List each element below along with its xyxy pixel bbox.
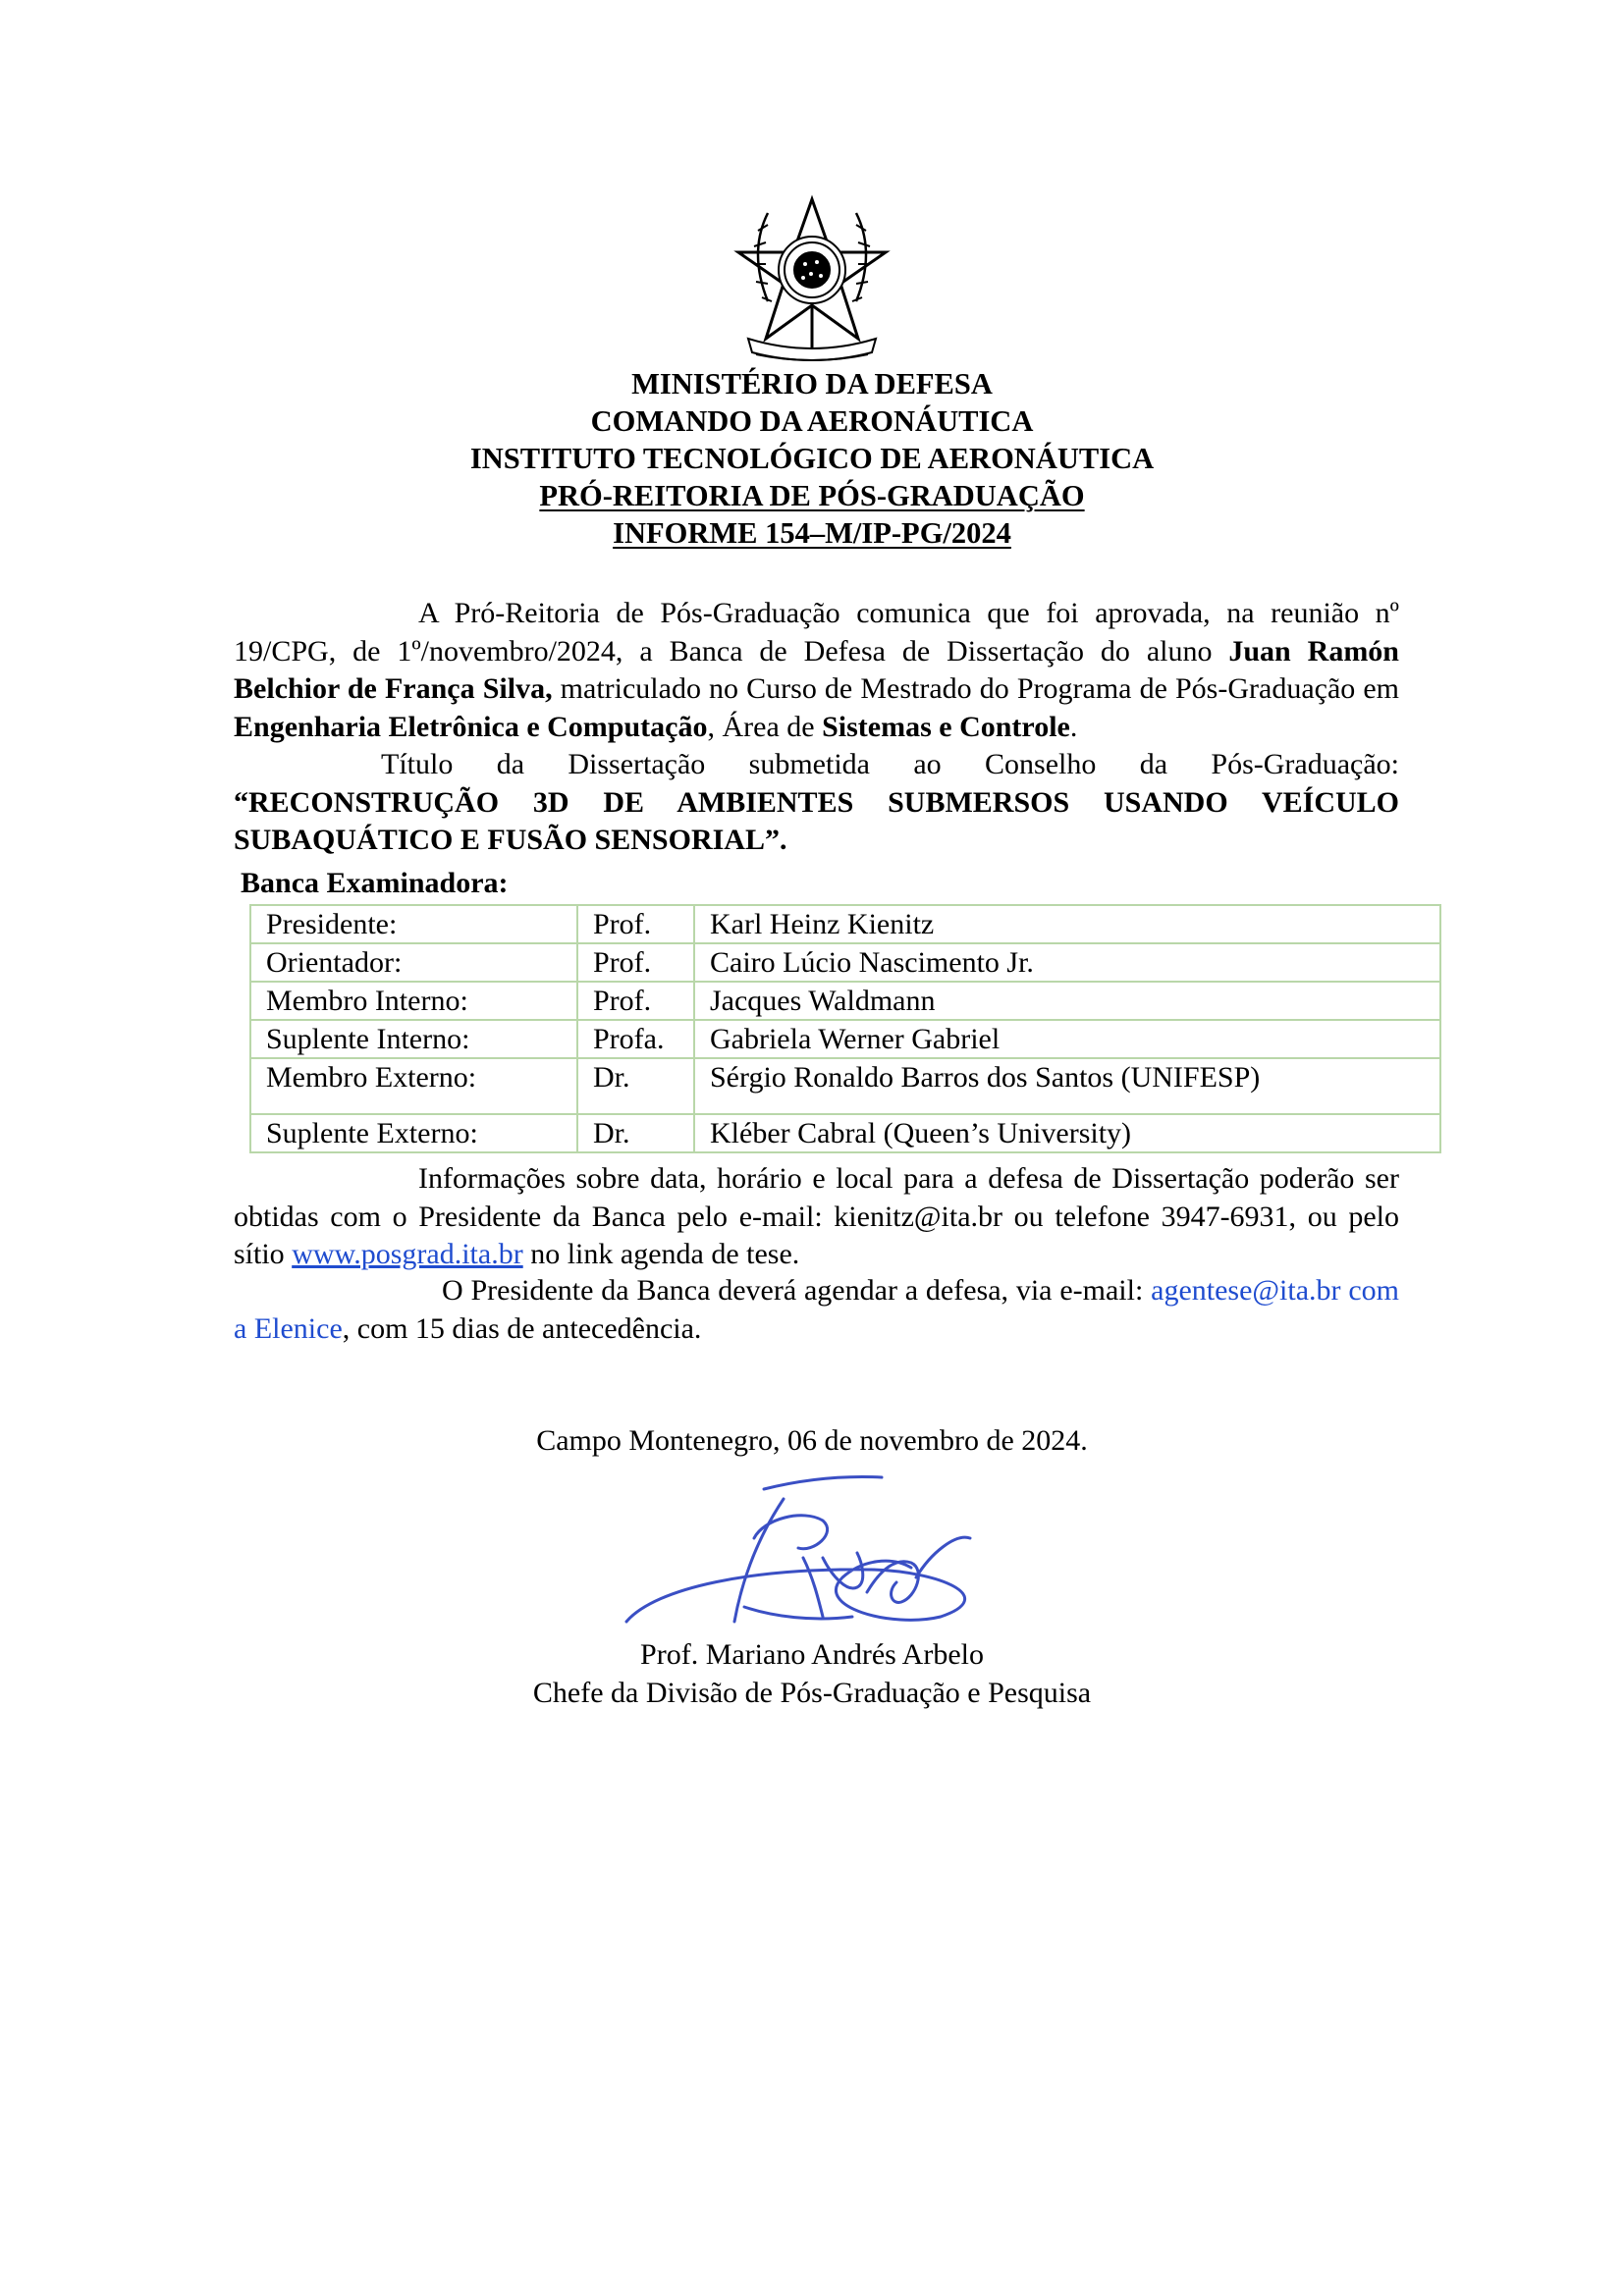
banca-row xyxy=(250,943,1440,982)
banca-row xyxy=(250,1020,1440,1058)
banca-member-name: Jacques Waldmann xyxy=(694,982,1440,1020)
ministry-line: MINISTÉRIO DA DEFESA xyxy=(631,367,993,400)
banca-title: Prof. xyxy=(577,982,694,1020)
signer-role: Chefe da Divisão de Pós-Graduação e Pesquisa xyxy=(532,1677,1092,1709)
posgrad-link[interactable]: www.posgrad.ita.br xyxy=(292,1238,523,1270)
banca-title: Dr. xyxy=(577,1058,694,1114)
dissertation-title-line1: “RECONSTRUÇÃO 3D DE AMBIENTES SUBMERSOS USANDO VEÍCULO xyxy=(234,785,1399,819)
dissertation-title-line2: SUBAQUÁTICO E FUSÃO SENSORIAL”. xyxy=(234,824,787,856)
institute-line: INSTITUTO TECNOLÓGICO DE AERONÁUTICA xyxy=(469,442,1155,475)
banca-title: Dr. xyxy=(577,1114,694,1152)
agentese-email[interactable]: agentese@ita.br com a Elenice xyxy=(234,1274,1399,1345)
banca-row xyxy=(250,1114,1440,1152)
banca-row xyxy=(250,905,1440,943)
banca-role: Membro Interno: xyxy=(250,982,577,1020)
banca-member-name: Gabriela Werner Gabriel xyxy=(694,1020,1440,1058)
banca-title: Profa. xyxy=(577,1020,694,1058)
banca-role: Presidente: xyxy=(250,905,577,943)
banca-title: Prof. xyxy=(577,943,694,982)
banca-member-name: Kléber Cabral (Queen’s University) xyxy=(694,1114,1440,1152)
banca-role: Suplente Externo: xyxy=(250,1114,577,1152)
place-date: Campo Montenegro, 06 de novembro de 2024. xyxy=(536,1424,1088,1457)
pro-rectory-line: PRÓ-REITORIA DE PÓS-GRADUAÇÃO xyxy=(539,479,1085,512)
banca-member-name: Karl Heinz Kienitz xyxy=(694,905,1440,943)
banca-role: Orientador: xyxy=(250,943,577,982)
signer-block xyxy=(0,1635,1624,1712)
banca-role: Membro Externo: xyxy=(250,1058,577,1114)
info-paragraph: Informações sobre data, horário e local para a defesa de Dissertação poderão ser obtidas com o Presidente da Banca pelo e-mail: kienitz@ita.br ou telefone 3947-6931, ou pelo sítio www.posgrad.ita.br no link agenda de tese. xyxy=(234,1162,1399,1270)
banca-role: Suplente Interno: xyxy=(250,1020,577,1058)
banca-title: Prof. xyxy=(577,905,694,943)
banca-member-name: Cairo Lúcio Nascimento Jr. xyxy=(694,943,1440,982)
area-name: Sistemas e Controle xyxy=(822,710,1070,743)
coat-of-arms-icon xyxy=(729,191,895,373)
title-intro: Título da Dissertação submetida ao Conselho da Pós-Graduação: xyxy=(381,748,1399,780)
command-line: COMANDO DA AERONÁUTICA xyxy=(590,404,1034,438)
student-name: Juan Ramón Belchior de França Silva, xyxy=(234,634,1399,705)
informe-number: INFORME 154–M/IP-PG/2024 xyxy=(613,516,1011,550)
program-name: Engenharia Eletrônica e Computação xyxy=(234,710,708,743)
signer-name: Prof. Mariano Andrés Arbelo xyxy=(640,1638,984,1671)
announcement-body xyxy=(234,595,1399,860)
banca-member-name: Sérgio Ronaldo Barros dos Santos (UNIFESP) xyxy=(694,1058,1440,1114)
banca-label: Banca Examinadora: xyxy=(241,867,509,899)
schedule-paragraph: O Presidente da Banca deverá agendar a defesa, via e-mail: agentese@ita.br com a Elenice, com 15 dias de antecedência. xyxy=(234,1274,1399,1345)
banca-row xyxy=(250,1058,1440,1114)
signature xyxy=(617,1460,1009,1646)
announcement-paragraph: A Pró-Reitoria de Pós-Graduação comunica que foi aprovada, na reunião nº 19/CPG, de 1º/novembro/2024, a Banca de Defesa de Dissertação do aluno Juan Ramón Belchior de França Silva, matriculado no Curso de Mestrado do Programa de Pós-Graduação em Engenharia Eletrônica e Computação, Área de Sistemas e Controle. xyxy=(234,597,1400,743)
document-header xyxy=(0,365,1624,552)
banca-row xyxy=(250,982,1440,1020)
banca-table xyxy=(249,904,1441,1153)
